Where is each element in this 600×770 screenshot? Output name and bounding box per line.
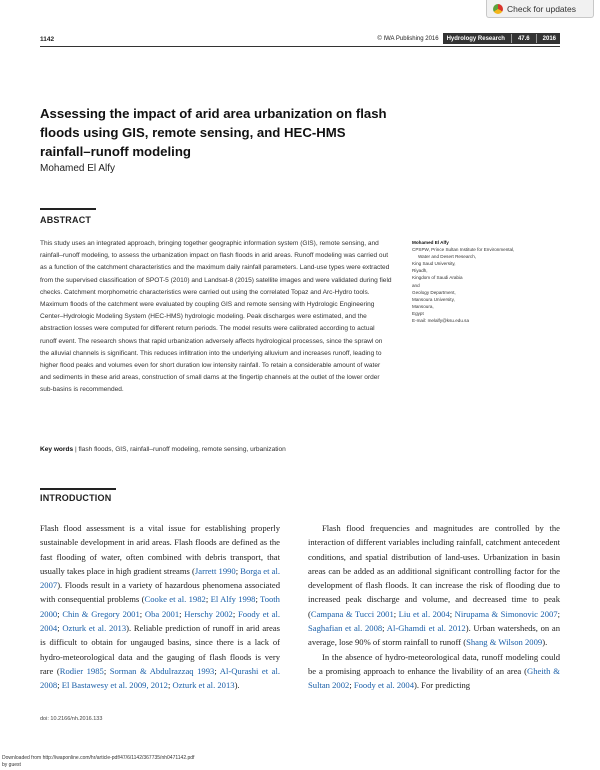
paragraph-text: ; xyxy=(205,594,211,605)
doi: doi: 10.2166/nh.2016.133 xyxy=(40,716,103,722)
paragraph-text: ; xyxy=(179,608,185,619)
paragraph-text: ; xyxy=(449,608,455,619)
running-header xyxy=(377,33,560,44)
affiliation-line: Mansoura University, xyxy=(412,296,455,302)
paragraph-text: ; xyxy=(103,665,110,676)
affiliation-line: Geology Department, xyxy=(412,289,456,295)
citation-link[interactable]: Saghafian et al. 2008 xyxy=(308,623,383,634)
download-notice xyxy=(2,755,194,768)
paragraph-text: ; xyxy=(255,594,261,605)
citation-link[interactable]: Oba 2001 xyxy=(144,608,180,619)
citation-link[interactable]: Rodier 1985 xyxy=(59,665,104,676)
citation-link[interactable]: El Alfy 1998 xyxy=(210,594,256,605)
paragraph-text: ; xyxy=(349,680,354,691)
citation-link[interactable]: Shang & Wilson 2009 xyxy=(466,637,543,648)
citation-link[interactable]: Ozturk et al. 2013 xyxy=(172,680,235,691)
journal-volume: 47.6 xyxy=(517,35,530,42)
keywords-label: Key words xyxy=(40,446,74,453)
paragraph-text: ; xyxy=(235,565,241,576)
journal-badge xyxy=(443,33,560,44)
article-title: Assessing the impact of arid area urbanization on flash floods using GIS, remote sensing, and HEC-HMS rainfall–runoff modeling xyxy=(40,106,387,159)
paragraph-text: ). For predicting xyxy=(414,680,471,691)
keywords xyxy=(40,446,392,453)
affiliation-line: Water and Desert Research, xyxy=(418,254,477,260)
body-column-left xyxy=(40,521,280,693)
paragraph-text: ; xyxy=(393,608,399,619)
affiliation-line: Egypt xyxy=(412,310,424,316)
keywords-list: | flash floods, GIS, rainfall–runoff modeling, remote sensing, urbanization xyxy=(74,446,286,453)
introduction-heading: INTRODUCTION xyxy=(40,493,112,503)
affiliation-email: E-mail: melalfy@ksu.edu.sa xyxy=(412,318,470,324)
affiliation-line: Riyadh, xyxy=(412,268,428,274)
intro-paragraph xyxy=(308,650,560,693)
paragraph-text: ). xyxy=(542,637,548,648)
affiliation-line: and xyxy=(412,282,420,288)
copyright: © IWA Publishing 2016 xyxy=(377,35,439,42)
intro-paragraph xyxy=(40,521,280,693)
header-rule xyxy=(40,46,560,47)
intro-paragraph xyxy=(308,521,560,650)
citation-link[interactable]: Al-Ghamdi et al. 2012 xyxy=(386,623,466,634)
citation-link[interactable]: Foody et al. 2004 xyxy=(40,608,280,634)
journal-name: Hydrology Research xyxy=(446,35,505,42)
header-separator xyxy=(536,34,537,43)
abstract-rule xyxy=(40,208,96,210)
citation-link[interactable]: Chin & Gregory 2001 xyxy=(62,608,140,619)
paragraph-text: ; xyxy=(557,608,560,619)
body-column-right xyxy=(308,521,560,693)
paragraph-text: ; xyxy=(382,623,387,634)
citation-link[interactable]: Herschy 2002 xyxy=(184,608,233,619)
abstract-text: This study uses an integrated approach, bringing together geographic information system (GIS), remote sensing, and rainfall–runoff modeling, to assess the urbanization impact on flash floods in arid areas. Runoff modeling was carried out as a function of the catchment characteristics and the maximum daily rainfall parameters. Land-use types were extracted from the supervised classification of SPOT-5 (2010) and Landsat-8 (2015) satellite images and were validated during field checks. Catchment morphometric characteristics were carried out using the correlated Topaz and Arc-Hydro tools. Maximum floods of the catchment were evaluated by coupling GIS and remote sensing with Hydrologic Engineering Center–Hydrologic Modeling System (HEC-HMS) hydrologic modeling. Peak discharges were estimated, and the abstraction losses were computed for different return periods. The model results were calibrated according to actual runoff event. The research shows that rapid urbanization adversely affects hydrological processes, since the sprawl on the alluvial channels is significant. This reduces infiltration into the underlying alluvium and increases runoff, leading to higher flood peaks and volumes even for short duration low intensity rainfall. To retain a considerable amount of water and sediments in these arid areas, construction of small dams at the fingertip channels at the outlet of the lower order sub-basins is recommended. xyxy=(40,240,392,394)
citation-link[interactable]: Foody et al. 2004 xyxy=(353,680,415,691)
citation-link[interactable]: Al-Qurashi et al. 2008 xyxy=(40,665,280,691)
paragraph-text: Flash flood assessment is a vital issue for establishing properly sustainable development in arid areas. Flash floods are defined as the fast flooding of water, often combined with debris transport, that usually takes place in high gradient streams ( xyxy=(40,523,280,576)
paragraph-text: Flash flood frequencies and magnitudes are controlled by the interaction of different variables including rainfall, catchment antecedent conditions, and spatial distribution of land-uses. Urbanization in basin areas can be added as an additional significant controlling factor for the development of flash floods. It can increase the risk of flooding due to increased peak discharge and volume, and decreased time to peak ( xyxy=(308,523,560,619)
citation-link[interactable]: Ozturk et al. 2013 xyxy=(62,623,127,634)
citation-link[interactable]: Cooke et al. 1982 xyxy=(144,594,206,605)
paragraph-text: ; xyxy=(57,608,63,619)
paragraph-text: ; xyxy=(57,680,62,691)
citation-link[interactable]: Gheith & Sultan 2002 xyxy=(308,665,560,691)
citation-link[interactable]: Nirupama & Simonovic 2007 xyxy=(454,608,558,619)
paragraph-text: ). Floods result in a variety of hazardous phenomena associated with consequential problems ( xyxy=(40,580,280,605)
crossmark-icon xyxy=(493,4,503,14)
affiliation-name: Mohamed El Alfy xyxy=(412,240,449,245)
paragraph-text: ; xyxy=(232,608,238,619)
header-separator xyxy=(511,34,512,43)
citation-link[interactable]: Liu et al. 2004 xyxy=(398,608,450,619)
check-for-updates-label: Check for updates xyxy=(507,3,576,14)
paragraph-text: ; xyxy=(139,608,145,619)
citation-link[interactable]: Sorman & Abdulrazzaq 1993 xyxy=(109,665,215,676)
paragraph-text: In the absence of hydro-meteorological data, runoff modeling could be a promising approach to enhance the livability of an area ( xyxy=(308,651,560,676)
paragraph-text: ; xyxy=(214,665,220,676)
paragraph-text: ; xyxy=(167,680,173,691)
paragraph-text: ). Reliable prediction of runoff in arid areas is difficult to obtain for ungauged basins, since there is a lack of hydro-meteorological data and the gauging of flash floods is very rare ( xyxy=(40,623,280,676)
citation-link[interactable]: Tooth 2000 xyxy=(40,594,280,619)
page-number: 1142 xyxy=(40,36,55,43)
citation-link[interactable]: Borga et al. 2007 xyxy=(40,565,280,591)
check-for-updates-button[interactable] xyxy=(486,0,594,18)
abstract-heading: ABSTRACT xyxy=(40,215,92,225)
author-name: Mohamed El Alfy xyxy=(40,163,116,174)
citation-link[interactable]: Jarrett 1990 xyxy=(194,565,236,576)
introduction-rule xyxy=(40,488,116,490)
affiliation-line: Kingdom of Saudi Arabia xyxy=(412,275,463,281)
download-by: by guest xyxy=(2,761,21,768)
paragraph-text: ). xyxy=(234,680,240,691)
paragraph-text: ; xyxy=(57,623,63,634)
affiliation-line: King Saud University, xyxy=(412,261,456,267)
affiliation-line: CPSPW, Prince Sultan Institute for Environmental, xyxy=(412,247,515,253)
download-url: Downloaded from http://iwaponline.com/hr/article-pdf/47/6/1142/367735/nh0471142.pdf xyxy=(2,755,195,761)
author-affiliation xyxy=(412,239,562,324)
citation-link[interactable]: Campana & Tucci 2001 xyxy=(310,608,394,619)
paragraph-text: ). Urban watersheds, on an average, lose 90% of storm rainfall to runoff ( xyxy=(308,623,561,648)
affiliation-line: Mansoura, xyxy=(412,303,434,309)
citation-link[interactable]: El Bastawesy et al. 2009, 2012 xyxy=(61,680,168,691)
journal-year: 2016 xyxy=(542,35,556,42)
